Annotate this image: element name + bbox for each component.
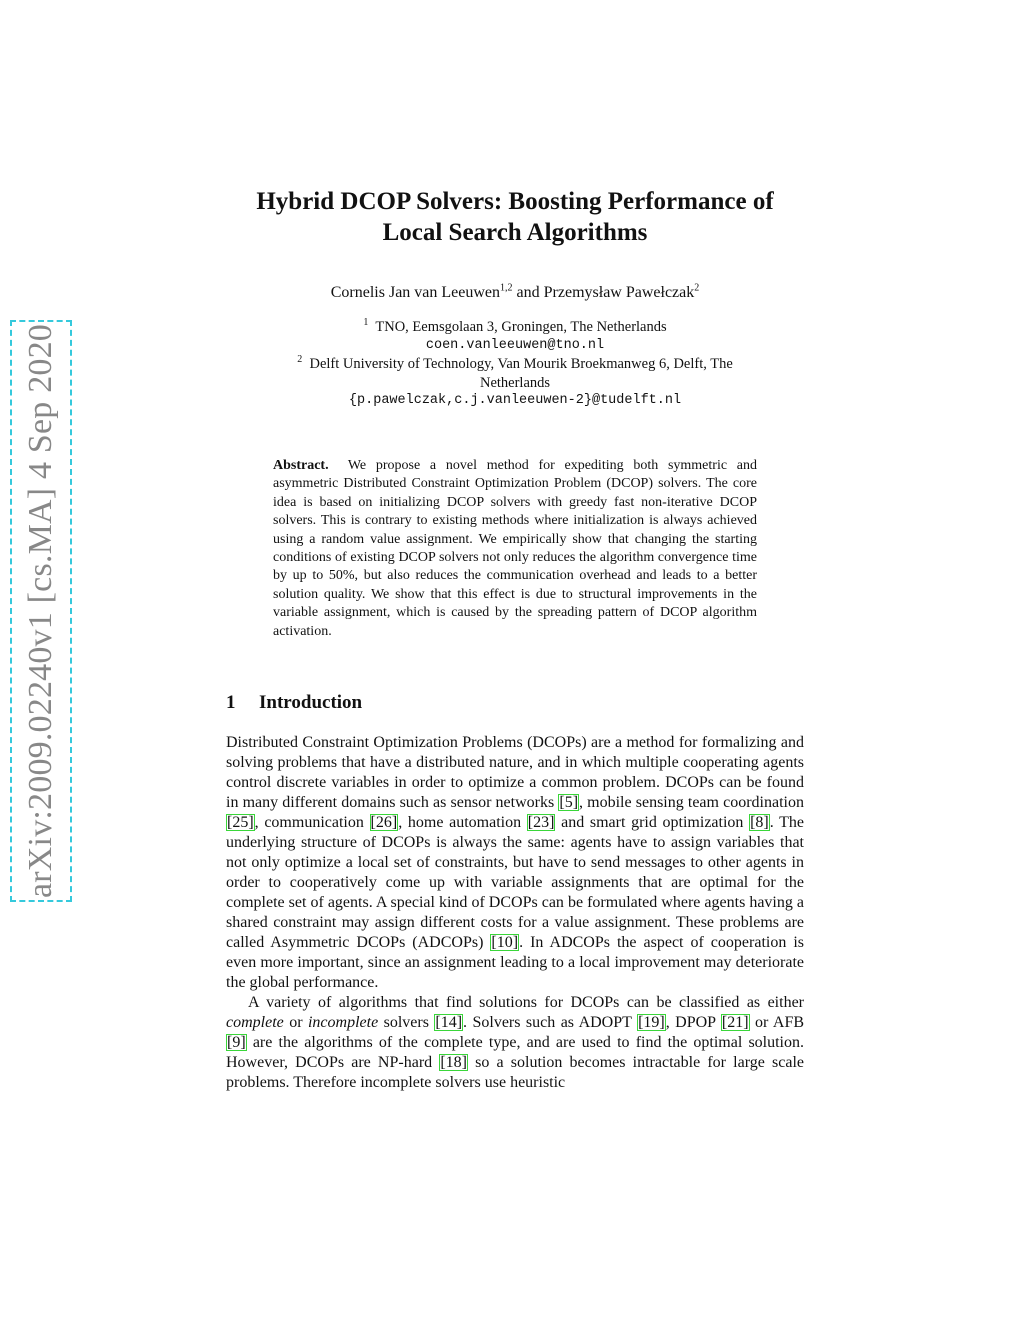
- author-name: Przemysław Pawełczak: [543, 284, 695, 301]
- citation-link[interactable]: [19]: [638, 1014, 665, 1031]
- citation-link[interactable]: [18]: [440, 1054, 467, 1071]
- paragraph: [226, 993, 804, 1093]
- text-run: , communication: [254, 814, 370, 831]
- citation-link[interactable]: [21]: [721, 1014, 749, 1031]
- text-run: . The underlying structure of DCOPs is always the same: agents have to assign variables that not only optimize a local set of constraints, but have to send messages to other agents in order to cooperatively come up with variable assignments that are optimal for the complete set of agents. A special kind of DCOPs can be formulated where agents having a shared constraint may assign different costs for a value assignment. These problems are called Asymmetric DCOPs (ADCOPs): [226, 814, 805, 951]
- text-run: are the algorithms of the complete type, and are used to find the optimal solution. However, DCOPs are NP-hard: [226, 1034, 804, 1071]
- affiliation-email[interactable]: coen.vanleeuwen@tno.nl: [425, 337, 605, 353]
- affiliation-text: Delft University of Technology, Van Mourik Broekmanweg 6, Delft, The: [309, 356, 733, 372]
- text-run: and smart grid optimization: [555, 814, 750, 831]
- citation-link[interactable]: [14]: [435, 1014, 463, 1031]
- title-line-2: Local Search Algorithms: [382, 219, 648, 246]
- affiliations: [260, 318, 770, 411]
- author-affiliation-mark: 1,2: [500, 282, 513, 294]
- paper-title: [200, 186, 830, 248]
- citation-link[interactable]: [26]: [370, 814, 398, 831]
- abstract: [273, 457, 757, 641]
- citation-link[interactable]: [10]: [491, 934, 519, 951]
- abstract-label: Abstract.: [273, 458, 329, 473]
- author-name: Cornelis Jan van Leeuwen: [330, 284, 501, 301]
- arxiv-stamp: [10, 320, 72, 902]
- affiliation-text: TNO, Eemsgolaan 3, Groningen, The Netherlands: [375, 319, 667, 335]
- citation-link[interactable]: [25]: [227, 814, 254, 831]
- affiliation-text-continued: Netherlands: [479, 374, 551, 391]
- abstract-text: We propose a novel method for expediting both symmetric and asymmetric Distributed Constraint Optimization Problem (DCOP) solvers. The core idea is based on initializing DCOP solvers with greedy fast non-iterative DCOP solvers. This is contrary to existing methods where initialization is always achieved using a random value assignment. We empirically show that changing the starting conditions of existing DCOP solvers not only reduces the algorithm convergence time by up to 50%, but also reduces the communication overhead and leads to a better solution quality. We show that this effect is due to structural improvements in the variable assignment, which is caused by the spreading pattern of DCOP algorithm activation.: [273, 458, 757, 639]
- section-number: 1: [226, 692, 236, 713]
- author-affiliation-mark: 2: [694, 282, 700, 294]
- citation-link[interactable]: [5]: [559, 794, 579, 811]
- text-run: or: [283, 1014, 308, 1031]
- affiliation-mark: 1: [363, 317, 369, 329]
- affiliation-2: [260, 355, 770, 374]
- body-text: [226, 733, 804, 1093]
- affiliation-mark: 2: [297, 354, 303, 366]
- text-run: A variety of algorithms that find solutions for DCOPs can be classified as either: [248, 994, 804, 1011]
- title-line-1: Hybrid DCOP Solvers: Boosting Performance of: [256, 188, 774, 215]
- text-run: , home automation: [398, 814, 527, 831]
- paragraph: [226, 733, 804, 993]
- text-run: Distributed Constraint Optimization Problems (DCOPs) are a method for formalizing and solving problems that have a distributed nature, and in which multiple cooperating agents control discrete variables in order to optimize a common problem. DCOPs can be found in many different domains such as sensor networks: [226, 734, 804, 811]
- emphasis: complete: [226, 1014, 284, 1031]
- text-run: , mobile sensing team coordination: [579, 794, 804, 811]
- citation-link[interactable]: [9]: [227, 1034, 246, 1051]
- citation-link[interactable]: [23]: [527, 814, 555, 831]
- author-list: [200, 283, 830, 303]
- section-heading: [226, 692, 362, 714]
- affiliation-email[interactable]: {p.pawelczak,c.j.vanleeuwen-2}@tudelft.nl: [348, 393, 682, 408]
- text-run: or AFB: [749, 1014, 805, 1031]
- text-run: . In ADCOPs the aspect of cooperation is even more important, since an assignment leading to a local improvement may deteriorate the global performance.: [226, 934, 805, 991]
- citation-link[interactable]: [8]: [750, 814, 769, 831]
- text-run: , DPOP: [665, 1014, 721, 1031]
- emphasis: incomplete: [307, 1014, 379, 1031]
- text-run: . Solvers such as ADOPT: [463, 1014, 638, 1031]
- text-run: solvers: [378, 1014, 435, 1031]
- arxiv-identifier[interactable]: arXiv:2009.02240v1 [cs.MA] 4 Sep 2020: [22, 323, 59, 899]
- affiliation-1: [260, 318, 770, 337]
- author-conjunction: and: [512, 284, 544, 301]
- section-title: Introduction: [259, 692, 363, 713]
- text-run: so a solution becomes intractable for large scale problems. Therefore incomplete solvers use heuristic: [226, 1054, 804, 1091]
